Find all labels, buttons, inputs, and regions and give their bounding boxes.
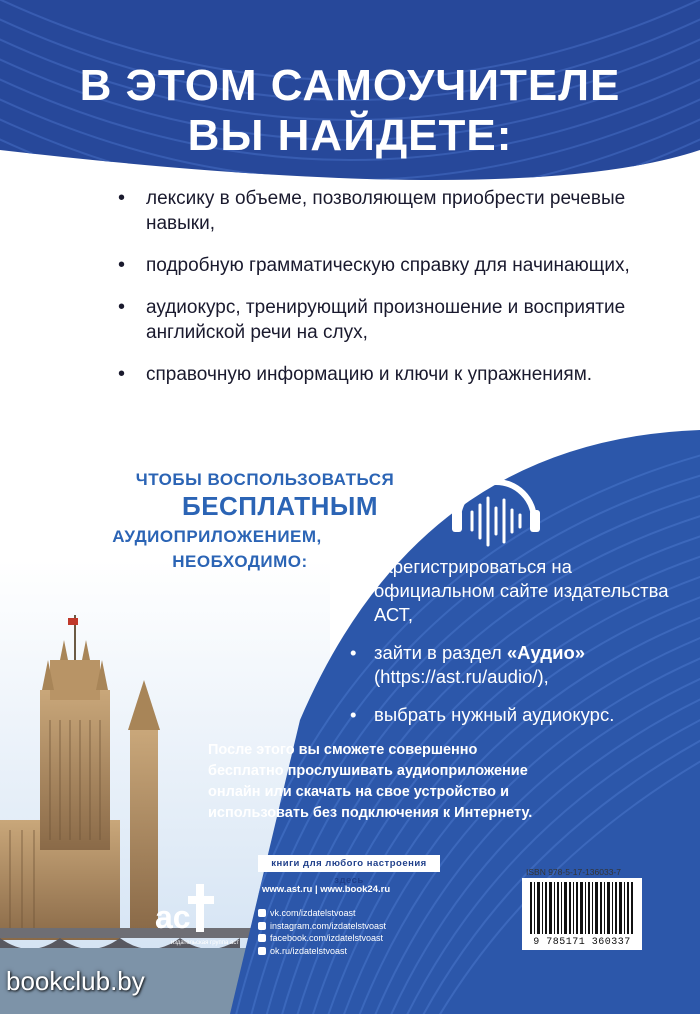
vk-icon xyxy=(258,909,266,917)
list-item: • аудиокурс, тренирующий произношение и восприятие английской речи на слух, xyxy=(118,295,658,345)
social-link: ok.ru/izdatelstvoast xyxy=(270,945,348,956)
logo-caption: издательская группа аст xyxy=(170,940,240,946)
free-app-line-3: АУДИОПРИЛОЖЕНИЕМ, xyxy=(112,527,322,546)
footer-tagline: книги для любого настроения здесь xyxy=(258,855,440,872)
list-item: • подробную грамматическую справку для начинающих, xyxy=(118,253,658,278)
list-item: • лексику в объеме, позволяющем приобрести речевые навыки, xyxy=(118,186,658,236)
ok-icon xyxy=(258,947,266,955)
social-link: vk.com/izdatelstvoast xyxy=(270,908,356,918)
svg-text:ac: ac xyxy=(155,899,191,935)
isbn-label: ISBN 978-5-17-136033-7 xyxy=(526,867,621,877)
list-item xyxy=(350,555,690,627)
free-app-line-1: ЧТОБЫ ВОСПОЛЬЗОВАТЬСЯ xyxy=(135,470,395,489)
watermark: bookclub.by xyxy=(6,966,145,996)
list-item xyxy=(350,703,690,727)
step-2-url: (https://ast.ru/audio/), xyxy=(374,666,549,687)
step-1-text: зарегистрироваться на официальном сайте издательства АСТ, xyxy=(374,556,669,625)
social-link: facebook.com/izdatelstvoast xyxy=(270,933,384,943)
footer-websites: www.ast.ru | www.book24.ru xyxy=(262,884,391,895)
list-item xyxy=(350,641,690,689)
list-item xyxy=(258,907,458,920)
list-item xyxy=(258,932,458,945)
social-links xyxy=(258,907,458,957)
step-2-prefix: зайти в раздел xyxy=(374,642,507,663)
feature-list xyxy=(118,186,658,404)
headline-line-1: В ЭТОМ САМОУЧИТЕЛЕ xyxy=(79,61,621,110)
headline-line-2: ВЫ НАЙДЕТЕ: xyxy=(187,111,513,160)
after-text: После этого вы сможете совершенно бесплатно прослушивать аудиоприложение онлайн или скачать на свое устройство и использовать без подключения к Интернету. xyxy=(208,742,533,821)
step-3-text: выбрать нужный аудиокурс. xyxy=(374,704,615,725)
free-app-line-2: БЕСПЛАТНЫМ xyxy=(182,491,378,521)
steps-list xyxy=(350,555,690,741)
list-item: • справочную информацию и ключи к упражнениям. xyxy=(118,362,658,387)
free-app-line-4: НЕОБХОДИМО: xyxy=(172,552,308,571)
instagram-icon xyxy=(258,922,266,930)
list-item xyxy=(258,920,458,933)
list-item xyxy=(258,945,458,958)
barcode-number: 9 785171 360337 xyxy=(533,937,631,948)
social-link: instagram.com/izdatelstvoast xyxy=(270,920,387,931)
step-2-audio-section: «Аудио» xyxy=(506,642,586,663)
